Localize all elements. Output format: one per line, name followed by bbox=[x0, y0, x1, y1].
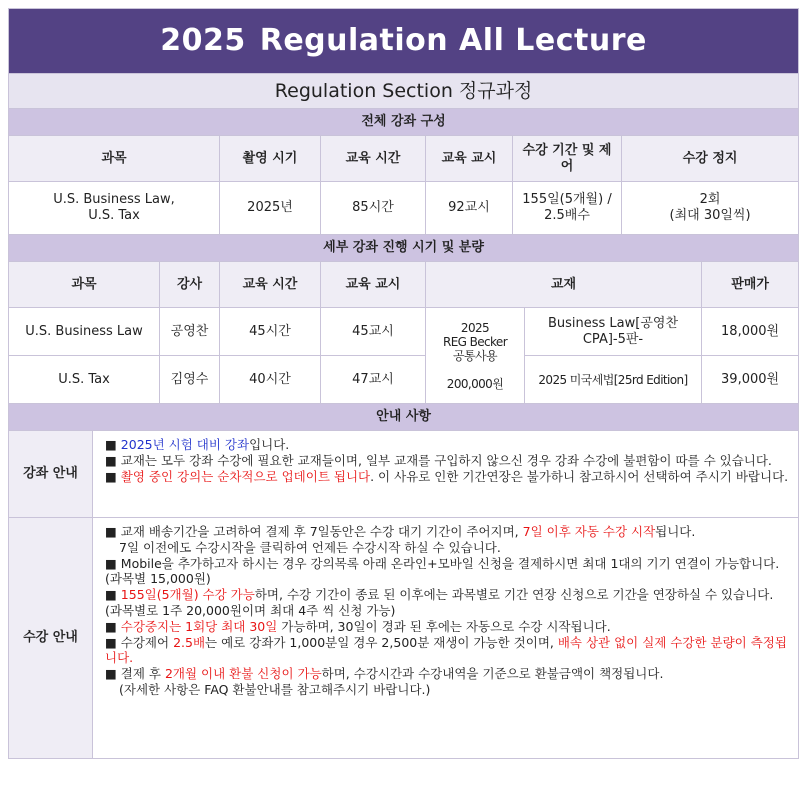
detail-periods: 45교시 bbox=[321, 308, 426, 356]
bullet: ■ bbox=[105, 437, 121, 452]
section-title: Regulation Section 정규과정 bbox=[9, 74, 799, 109]
detail-header-book: 교재 bbox=[426, 262, 702, 308]
refund-highlight: 2개월 이내 환불 신청이 가능 bbox=[164, 666, 322, 682]
notice-text: ■ 교재 배송기간을 고려하여 결제 후 7일동안은 수강 대기 기간이 주어지며, bbox=[105, 524, 523, 539]
speed-highlight: 2.5배 bbox=[173, 634, 206, 650]
notice-text: ■ 교재는 모두 강좌 수강에 필요한 교재들이며, 일부 교재를 구입하지 않으신 경우 강좌 수강에 불편함이 따를 수 있습니다. bbox=[105, 452, 772, 468]
enroll-notice-body bbox=[93, 518, 799, 759]
bullet: ■ bbox=[105, 468, 121, 484]
overview-pause bbox=[622, 182, 799, 235]
overview-duration bbox=[513, 182, 622, 235]
detail-price: 18,000원 bbox=[702, 308, 799, 356]
notice-text: 가능하며, 30일이 경과 된 후에는 자동으로 수강 시작됩니다. bbox=[277, 618, 611, 634]
shared-textbook-line3: 공통사용 bbox=[453, 348, 497, 363]
overview-header-pause: 수강 정지 bbox=[622, 136, 799, 182]
overview-bar: 전체 강좌 구성 bbox=[9, 109, 799, 136]
bullet: ■ bbox=[105, 618, 121, 634]
detail-bar: 세부 강좌 진행 시기 및 분량 bbox=[9, 235, 799, 262]
detail-header-subject: 과목 bbox=[9, 262, 160, 308]
lecture-info-table bbox=[8, 8, 798, 759]
table-row bbox=[9, 308, 799, 356]
detail-instructor: 공영찬 bbox=[160, 308, 220, 356]
notice-text: 하며, 수강시간과 수강내역을 기준으로 환불금액이 책정됩니다. bbox=[321, 666, 664, 682]
pause-highlight: 수강중지는 1회당 최대 30일 bbox=[120, 618, 278, 634]
detail-header-instructor: 강사 bbox=[160, 262, 220, 308]
overview-header-duration: 수강 기간 및 제어 bbox=[513, 136, 622, 182]
detail-book: Business Law[공영찬 CPA]-5판- bbox=[525, 308, 702, 356]
overview-filming: 2025년 bbox=[220, 182, 321, 235]
overview-duration-line1: 155일(5개월) / bbox=[522, 192, 612, 207]
detail-header-hours: 교육 시간 bbox=[220, 262, 321, 308]
course-notice-label: 강좌 안내 bbox=[9, 431, 93, 518]
notice-text: 하며, 수강 기간이 종료 된 이후에는 과목별로 기간 연장 신청으로 기간을 연장하실 수 있습니다. (과목별로 1주 20,000원이며 최대 4주 씩 신청 가능) bbox=[105, 587, 774, 618]
overview-header-subject: 과목 bbox=[9, 136, 220, 182]
overview-subject-line2: U.S. Tax bbox=[88, 208, 140, 223]
overview-subject bbox=[9, 182, 220, 235]
bullet: ■ bbox=[105, 587, 121, 603]
notice-text: 입니다. bbox=[249, 437, 290, 452]
detail-book: 2025 미국세법[25rd Edition] bbox=[525, 356, 702, 404]
shared-textbook-line2: REG Becker bbox=[442, 334, 508, 349]
title-text: Regulation All Lecture bbox=[259, 22, 647, 58]
overview-header-filming: 촬영 시기 bbox=[220, 136, 321, 182]
auto-start-highlight: 7일 이후 자동 수강 시작 bbox=[522, 524, 656, 539]
shared-textbook-line1: 2025 bbox=[460, 320, 490, 335]
detail-price: 39,000원 bbox=[702, 356, 799, 404]
notice-text: (자세한 사항은 FAQ 환불안내를 참고해주시기 바랍니다.) bbox=[119, 681, 431, 697]
overview-header-hours: 교육 시간 bbox=[321, 136, 426, 182]
update-highlight: 촬영 중인 강의는 순차적으로 업데이트 됩니다 bbox=[120, 468, 371, 484]
notice-text: 됩니다. bbox=[655, 524, 696, 539]
detail-hours: 40시간 bbox=[220, 356, 321, 404]
notice-text: ■ Mobile을 추가하고자 하시는 경우 강의목록 아래 온라인+모바일 신청을 결제하시면 최대 1대의 기기 연결이 가능합니다. (과목별 15,000원) bbox=[105, 555, 780, 587]
notice-text: . 이 사유로 인한 기간연장은 불가하니 참고하시어 선택하여 주시기 바랍니다. bbox=[370, 468, 789, 484]
overview-pause-line2: (최대 30일씩) bbox=[669, 208, 751, 223]
notice-text: 7일 이전에도 수강시작을 클릭하여 언제든 수강시작 하실 수 있습니다. bbox=[119, 539, 501, 555]
page-title bbox=[9, 9, 799, 74]
duration-highlight: 155일(5개월) 수강 가능 bbox=[120, 587, 255, 603]
overview-pause-line1: 2회 bbox=[699, 192, 721, 207]
title-year: 2025 bbox=[160, 22, 246, 58]
detail-periods: 47교시 bbox=[321, 356, 426, 404]
notice-text: 는 예로 강좌가 1,000분일 경우 2,500분 재생이 가능한 것이며, bbox=[205, 634, 558, 650]
notice-text: ■ 수강제어 bbox=[105, 634, 174, 650]
detail-hours: 45시간 bbox=[220, 308, 321, 356]
course-notice-body bbox=[93, 431, 799, 518]
detail-instructor: 김영수 bbox=[160, 356, 220, 404]
enroll-notice-label: 수강 안내 bbox=[9, 518, 93, 759]
detail-subject: U.S. Business Law bbox=[9, 308, 160, 356]
overview-duration-line2: 2.5배수 bbox=[544, 208, 590, 223]
overview-periods: 92교시 bbox=[426, 182, 513, 235]
shared-textbook bbox=[426, 308, 525, 404]
overview-header-periods: 교육 교시 bbox=[426, 136, 513, 182]
detail-header-periods: 교육 교시 bbox=[321, 262, 426, 308]
notice-bar: 안내 사항 bbox=[9, 404, 799, 431]
shared-textbook-price: 200,000원 bbox=[446, 376, 504, 391]
detail-header-price: 판매가 bbox=[702, 262, 799, 308]
detail-subject: U.S. Tax bbox=[9, 356, 160, 404]
table-row bbox=[9, 356, 799, 404]
overview-hours: 85시간 bbox=[321, 182, 426, 235]
exam-course-highlight: 2025년 시험 대비 강좌 bbox=[120, 437, 250, 452]
overview-subject-line1: U.S. Business Law, bbox=[53, 192, 175, 207]
measure-highlight: 배속 상관 없이 실제 수강한 분량이 측정됩니다. bbox=[105, 634, 787, 666]
notice-text: ■ 결제 후 bbox=[105, 666, 165, 682]
